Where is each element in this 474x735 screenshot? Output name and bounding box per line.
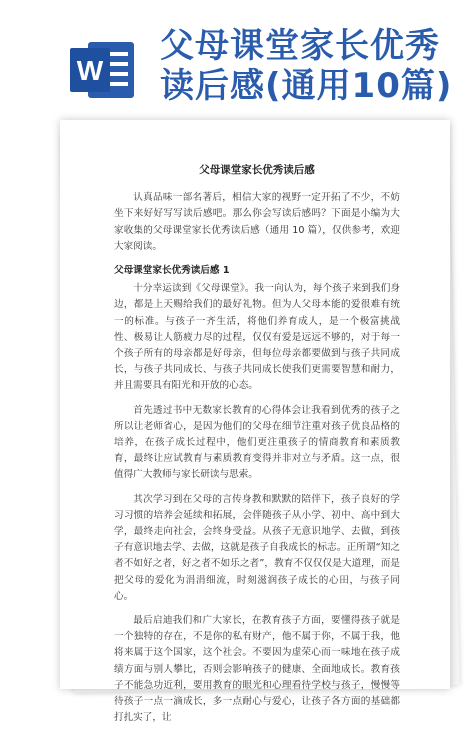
header-banner [0, 0, 474, 120]
svg-text:W: W [76, 55, 104, 86]
page-title-line-2: 读后感(通用10篇) [160, 66, 453, 106]
page-title-line-1: 父母课堂家长优秀 [160, 26, 440, 66]
intro-paragraph: 认真品味一部名著后，相信大家的视野一定开拓了不少，不妨坐下来好好写写读后感吧。那么你会写读后感吗？下面是小编为大家收集的父母课堂家长优秀读后感（通用 10 篇），仅供参考，欢迎大家阅读。 [114, 192, 400, 252]
document-preview [60, 120, 450, 724]
section-heading: 父母课堂家长优秀读后感 1 [114, 265, 230, 277]
body-paragraph: 最后启迪我们和广大家长，在教育孩子方面，要懂得孩子就是一个独特的存在，不是你的私有财产，他不属于你，不属于我，他将来属于这个国家，这个社会。不要因为虚荣心而一味地在孩子成绩方面与别人攀比，否则会影响孩子的健康、全面地成长。教育孩子不能急功近利，要用教育的眼光和心理看待学校与孩子，慢慢等待孩子一点一滴成长，多一点耐心与爱心，让孩子各方面的基础都打扎实了，让 [114, 615, 400, 724]
body-paragraph: 其次学习到在父母的言传身教和默默的陪伴下，孩子良好的学习习惯的培养会延续和拓展，会伴随孩子从小学、初中、高中到大学，最终走向社会，会终身受益。从孩子无意识地学、去做，到孩子有意识地去学、去做，这就是孩子自我成长的标志。正所谓“知之者不如好之者，好之者不如乐之者”，教育不仅仅仅是大道理，而是把父母的爱化为涓涓细流，时刻滋润孩子成长的心田，与孩子同心。 [114, 493, 400, 602]
document-body [114, 162, 400, 735]
body-paragraph: 十分幸运读到《父母课堂》。我一向认为，每个孩子来到我们身边，都是上天赐给我们的最好礼物。但为人父母本能的爱很难有统一的标准。与孩子一齐生活，将他们养育成人，是一个极富挑战性、极易让人筋疲力尽的过程，仅仅有爱是远远不够的，对于每一个孩子所有的母亲都是好母亲，但每位母亲都要做到与孩子共同成长，与孩子共同成长、与孩子共同成长使我们更需要智慧和耐力，并且需要具有阳光和开放的心态。 [114, 283, 400, 392]
paper-sheet [60, 120, 450, 724]
body-paragraph: 首先透过书中无数家长教育的心得体会让我看到优秀的孩子之所以让老师省心，是因为他们的父母在细节注重对孩子优良品格的培养，在孩子成长过程中，他们更注重孩子的情商教育和素质教育，最终让应试教育与素质教育变得并非对立与矛盾。这一点，很值得广大教师与家长研读与思索。 [114, 404, 400, 481]
word-document-icon [66, 38, 138, 102]
document-title: 父母课堂家长优秀读后感 [199, 164, 315, 176]
page-title [160, 26, 460, 106]
